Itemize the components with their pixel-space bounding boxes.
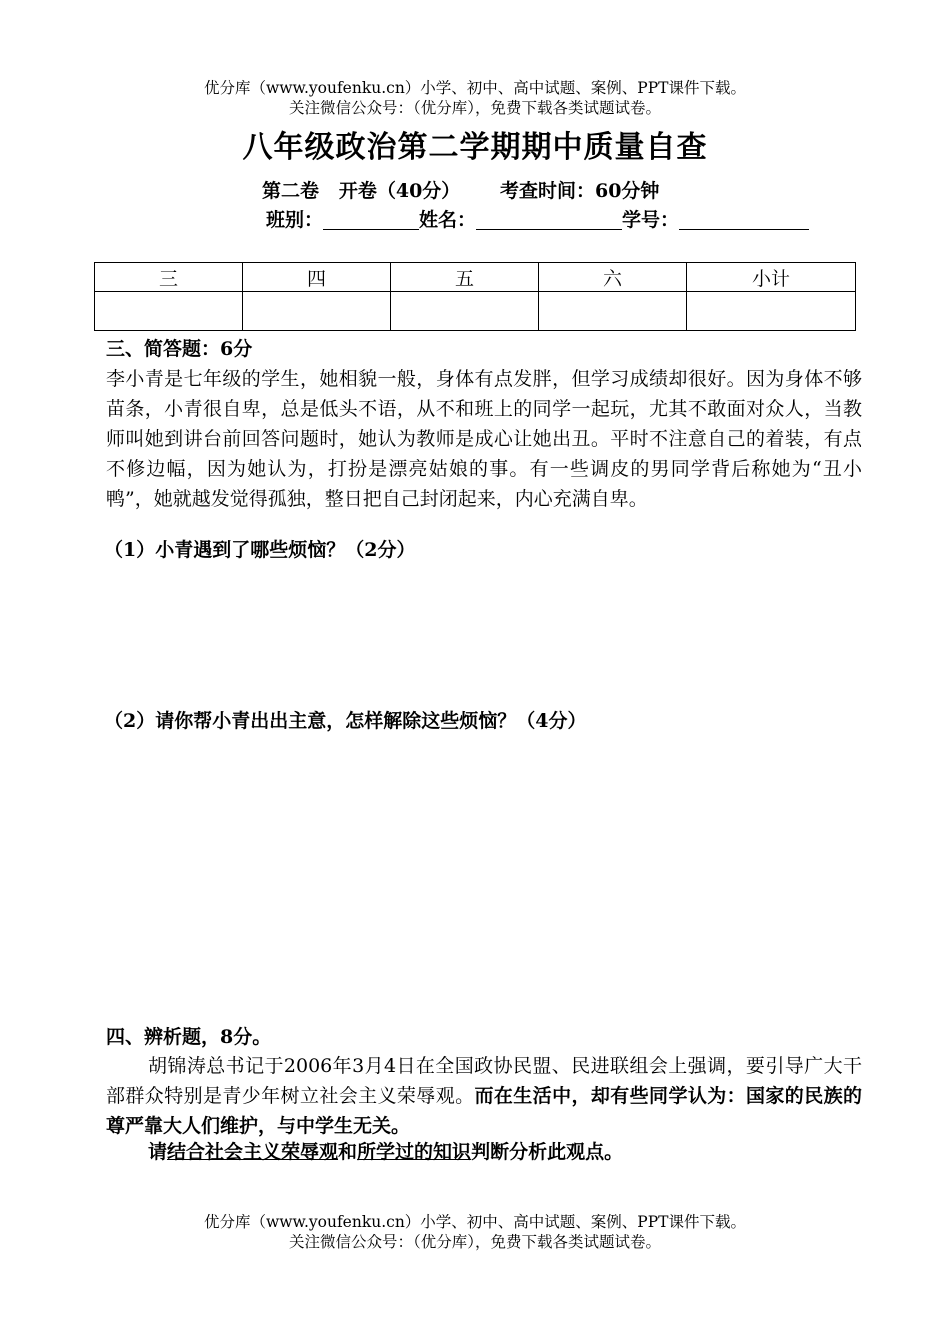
score-cell-subtotal[interactable] <box>687 292 856 331</box>
class-label: 班别： <box>266 209 324 231</box>
score-header-5: 五 <box>391 263 539 292</box>
section4-passage <box>106 1051 862 1141</box>
instr-underline-2: 所学过的知识 <box>357 1141 472 1163</box>
instr-part-3: 和 <box>338 1141 358 1163</box>
score-header-subtotal: 小计 <box>687 263 856 292</box>
score-cell-3[interactable] <box>95 292 243 331</box>
instr-part-5: 判断分析此观点。 <box>471 1141 624 1163</box>
instr-underline-1: 结合社会主义荣辱观 <box>167 1141 339 1163</box>
section3-question-2: （2）请你帮小青出出主意，怎样解除这些烦恼？（4分） <box>104 710 587 732</box>
page-title: 八年级政治第二学期期中质量自查 <box>242 130 708 165</box>
section4-instruction <box>106 1137 862 1167</box>
section4-passage-bold: 而在生活中，却有些同学认为：国家的民族的尊严靠大人们维护，与中学生无关。 <box>106 1085 862 1137</box>
header-line-1: 优分库（www.youfenku.cn）小学、初中、高中试题、案例、PPT课件下载。 <box>203 79 747 97</box>
section3-heading: 三、简答题：6分 <box>106 338 253 360</box>
id-label: 学号： <box>622 209 680 231</box>
exam-subtitle: 第二卷 开卷（40分） 考查时间：60分钟 <box>262 180 660 202</box>
footer-line-2: 关注微信公众号：（优分库），免费下载各类试题试卷。 <box>288 1233 661 1251</box>
score-header-6: 六 <box>539 263 687 292</box>
section3-question-1: （1）小青遇到了哪些烦恼？（2分） <box>104 539 416 561</box>
score-cell-5[interactable] <box>391 292 539 331</box>
score-table <box>94 262 856 331</box>
footer-line-1: 优分库（www.youfenku.cn）小学、初中、高中试题、案例、PPT课件下载。 <box>203 1213 747 1231</box>
score-cell-4[interactable] <box>243 292 391 331</box>
score-header-4: 四 <box>243 263 391 292</box>
score-cell-6[interactable] <box>539 292 687 331</box>
section4-passage-normal: 胡锦涛总书记于2006年3月4日在全国政协民盟、民进联组会上强调，要引导广大干部群众特别是青少年树立社会主义荣辱观。 <box>106 1055 862 1107</box>
score-value-row <box>95 292 856 331</box>
header-line-2: 关注微信公众号：（优分库），免费下载各类试题试卷。 <box>288 99 661 117</box>
name-blank[interactable] <box>476 207 622 230</box>
score-header-row <box>95 263 856 292</box>
id-blank[interactable] <box>679 207 809 230</box>
student-info-row <box>266 207 809 233</box>
section4-heading: 四、辨析题，8分。 <box>106 1026 272 1048</box>
score-header-3: 三 <box>95 263 243 292</box>
instr-part-1: 请 <box>148 1141 168 1163</box>
name-label: 姓名： <box>419 209 477 231</box>
section3-passage: 李小青是七年级的学生，她相貌一般，身体有点发胖，但学习成绩却很好。因为身体不够苗条，小青很自卑，总是低头不语，从不和班上的同学一起玩，尤其不敢面对众人，当教师叫她到讲台前回答问题时，她认为教师是成心让她出丑。平时不注意自己的着装，有点不修边幅，因为她认为，打扮是漂亮姑娘的事。有一些调皮的男同学背后称她为“丑小鸭”，她就越发觉得孤独，整日把自己封闭起来，内心充满自卑。 <box>106 368 862 510</box>
class-blank[interactable] <box>323 207 419 230</box>
